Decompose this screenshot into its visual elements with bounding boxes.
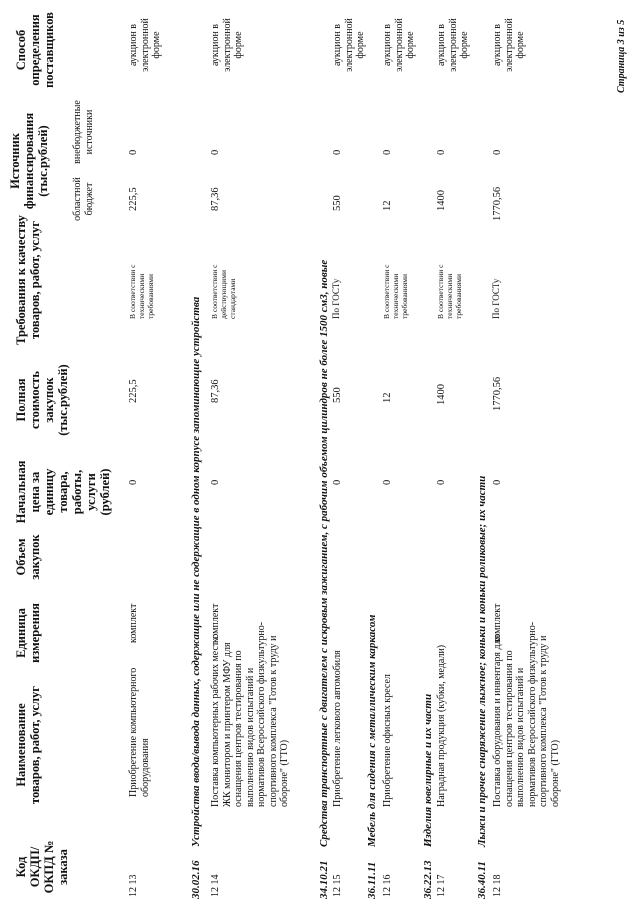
row-name: Приобретение компьютерного оборудования: [128, 667, 151, 797]
row-code: 12 18: [492, 874, 503, 897]
row-regional: 1400: [436, 190, 447, 211]
row-method: аукцион в электронной форме: [128, 18, 162, 72]
row-method: аукцион в электронной форме: [382, 18, 416, 72]
section-title: Изделия ювелирные и их части: [422, 693, 434, 847]
row-code: 12 13: [128, 874, 139, 897]
row-method: аукцион в электронной форме: [436, 18, 470, 72]
row-total: 225,5: [128, 379, 139, 403]
section-code: 36.11.11: [366, 861, 378, 899]
header-requirements: Требования к качеству товаров, работ, услуг: [14, 215, 42, 345]
header-name: Наименование товаров, работ, услуг: [14, 686, 42, 804]
header-unit: Единица измерения: [14, 603, 42, 663]
section-title: Устройства ввода/вывода данных, содержащие или не содержащие в одном корпусе запоминающие устройства: [190, 296, 202, 847]
row-regional: 87,36: [210, 187, 221, 211]
row-extra: 0: [436, 149, 447, 155]
section-title: Мебель для сидения с металлическим каркасом: [366, 614, 378, 847]
row-regional: 550: [332, 195, 343, 211]
row-price: 0: [128, 479, 139, 485]
row-extra: 0: [128, 149, 139, 155]
row-total: 87,36: [210, 379, 221, 403]
row-total: 550: [332, 387, 343, 403]
row-name: Поставка оборудования и инвентаря для оснащения центров тестирования по выполнению видов испытаний и нормативов Всероссийского физкультурно-спортивного комплекса "Готов к труду и обороне" (ГТО): [492, 621, 561, 807]
header-code: Код ОКДП/ ОКПД № заказа: [14, 840, 70, 894]
row-regional: 225,5: [128, 187, 139, 211]
section-code: 36.22.13: [422, 860, 434, 899]
page-number: Страница 3 из 5: [616, 19, 627, 93]
row-total: 12: [382, 392, 393, 403]
section-title: Лыжи и прочее снаряжение лыжное; коньки и коньки роликовые; их части: [476, 475, 488, 847]
row-requirements: По ГОСТу: [331, 278, 341, 319]
row-requirements: По ГОСТу: [491, 278, 501, 319]
row-requirements: В соответствии с техническими требованиями: [382, 264, 409, 319]
row-requirements: В соответствии с техническими требованиями: [128, 264, 155, 319]
row-method: аукцион в электронной форме: [332, 18, 366, 72]
row-method: аукцион в электронной форме: [210, 18, 244, 72]
row-name: Приобретение легкового автомобиля: [332, 650, 343, 807]
row-extra: 0: [382, 149, 393, 155]
row-extra: 0: [210, 149, 221, 155]
header-source-regional: областной бюджет: [72, 177, 95, 221]
row-code: 12 17: [436, 874, 447, 897]
row-extra: 0: [332, 149, 343, 155]
row-price: 0: [436, 479, 447, 485]
row-regional: 1770,56: [492, 186, 503, 221]
header-source-extra: внебюджетные источники: [72, 100, 95, 164]
row-method: аукцион в электронной форме: [492, 18, 526, 72]
header-price: Начальная цена за единицу товара, работы, услуги (рублей): [14, 460, 112, 524]
section-title: Средства транспортные с двигателем с искровым зажиганием, с рабочим объемом цилиндров не более 1500 см3, новые: [318, 259, 330, 847]
row-regional: 12: [382, 200, 393, 211]
header-method: Способ определения поставщиков: [14, 12, 56, 88]
row-unit: комплект: [210, 603, 221, 643]
row-name: Поставка компьютерных рабочих мест с ЖК монитором и принтером МФУ для оснащения центров тестирования по выполнению видов испытаний и нормативов Всероссийского физкультурно-спортивного комплекса "Готов к труду и обороне" (ГТО): [210, 621, 290, 807]
header-source: Источник финансирования (тыс.рублей): [8, 112, 50, 210]
row-price: 0: [492, 479, 503, 485]
header-total: Полная стоимость закупок (тыс.рублей): [14, 364, 70, 436]
header-volume: Объем закупок: [14, 534, 42, 580]
row-code: 12 16: [382, 874, 393, 897]
row-name: Наградная продукция (кубки, медали): [436, 644, 447, 807]
row-price: 0: [382, 479, 393, 485]
row-extra: 0: [492, 149, 503, 155]
row-unit: комплект: [128, 603, 139, 643]
row-unit: комплект: [492, 603, 503, 643]
section-code: 34.10.21: [318, 860, 330, 899]
row-price: 0: [332, 479, 343, 485]
row-name: Приобретение офисных кресел: [382, 674, 393, 807]
row-price: 0: [210, 479, 221, 485]
row-total: 1400: [436, 384, 447, 405]
section-code: 36.40.11: [476, 861, 488, 899]
section-code: 30.02.16: [190, 860, 202, 899]
row-requirements: В соответствии с действующими стандартами: [210, 264, 237, 319]
row-total: 1770,56: [492, 376, 503, 411]
row-code: 12 14: [210, 874, 221, 897]
row-code: 12 15: [332, 874, 343, 897]
row-requirements: В соответствии с техническими требованиями: [436, 264, 463, 319]
